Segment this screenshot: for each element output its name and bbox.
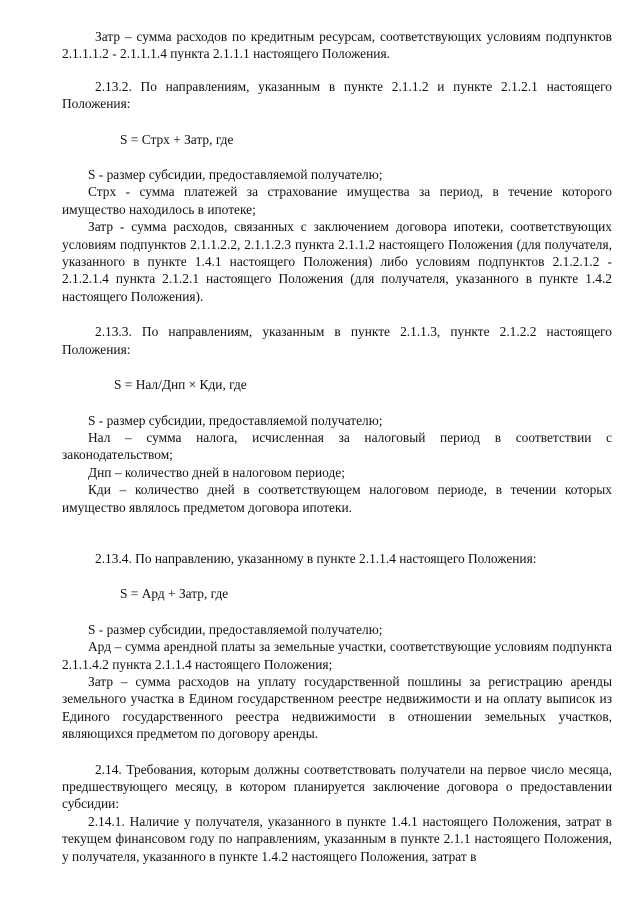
paragraph-zatr-definition: Затр – сумма расходов по кредитным ресурсам, соответствующих условиям подпунктов 2.1.1.1.2 - 2.1.1.1.4 пункта 2.1.1.1 настоящего Положения.: [62, 29, 612, 62]
document-page: [62, 28, 612, 865]
definition-ard: Ард – сумма арендной платы за земельные участки, соответствующие условиям подпункта 2.1.1.4.2 пункта 2.1.1.4 настоящего Положения;: [62, 639, 612, 672]
formula-2-13-4: S = Ард + Затр, где: [120, 586, 229, 602]
definition-s: S - размер субсидии, предоставляемой получателю;: [88, 621, 383, 637]
definition-nal: Нал – сумма налога, исчисленная за налоговый период в соответствии с законодательством;: [62, 429, 612, 463]
definition-strh: Стрх - сумма платежей за страхование имущества за период, в течение которого имущество находилось в ипотеке;: [62, 184, 612, 217]
formula-2-13-2: S = Стрх + Затр, где: [120, 131, 234, 147]
definition-dnp: Днп – количество дней в налоговом периоде;: [88, 464, 345, 480]
paragraph-2-13-3-heading: 2.13.3. По направлениям, указанным в пункте 2.1.1.3, пункте 2.1.2.2 настоящего Положения:: [62, 324, 612, 357]
definition-zatr-poshlina: Затр – сумма расходов на уплату государственной пошлины за регистрацию аренды земельного участка в Едином государственном реестре недвижимости и на оплату выписок из Единого государственного реестра недвижимости в отношении земельных участков, являющихся предметом по договору аренды.: [62, 673, 612, 742]
paragraph-2-13-2-heading: 2.13.2. По направлениям, указанным в пункте 2.1.1.2 и пункте 2.1.2.1 настоящего Положения:: [62, 78, 612, 112]
definition-s: S - размер субсидии, предоставляемой получателю;: [88, 412, 383, 428]
paragraph-2-14-requirements: 2.14. Требования, которым должны соответствовать получатели на первое число месяца, предшествующего месяцу, в котором планируется заключение договора о предоставлении субсидии:: [62, 761, 612, 812]
definition-s: S - размер субсидии, предоставляемой получателю;: [88, 167, 383, 183]
paragraph-2-14-1: 2.14.1. Наличие у получателя, указанного в пункте 1.4.1 настоящего Положения, затрат в текущем финансовом году по направлениям, указанным в пункте 2.1.1 настоящего Положения, у получателя, указанного в пункте 1.4.2 настоящего Положения, затрат в: [62, 813, 612, 864]
definition-kdi: Кди – количество дней в соответствующем налоговом периоде, в течении которых имущество являлось предметом договора ипотеки.: [62, 482, 612, 515]
formula-2-13-3: S = Нал/Днп × Кди, где: [114, 377, 247, 393]
definition-zatr-ipoteka: Затр - сумма расходов, связанных с заключением договора ипотеки, соответствующих условиям подпунктов 2.1.1.2.2, 2.1.1.2.3 пункта 2.1.1.2 настоящего Положения (для получателя, указанного в пункте 1.4.1 настоящего Положения) либо условиям подпунктов 2.1.2.1.2 - 2.1.2.1.4 пункта 2.1.2.1 настоящего Положения (для получателя, указанного в пункте 1.4.2 настоящего Положения).: [62, 219, 612, 304]
paragraph-2-13-4-heading: 2.13.4. По направлению, указанному в пункте 2.1.1.4 настоящего Положения:: [95, 550, 537, 566]
